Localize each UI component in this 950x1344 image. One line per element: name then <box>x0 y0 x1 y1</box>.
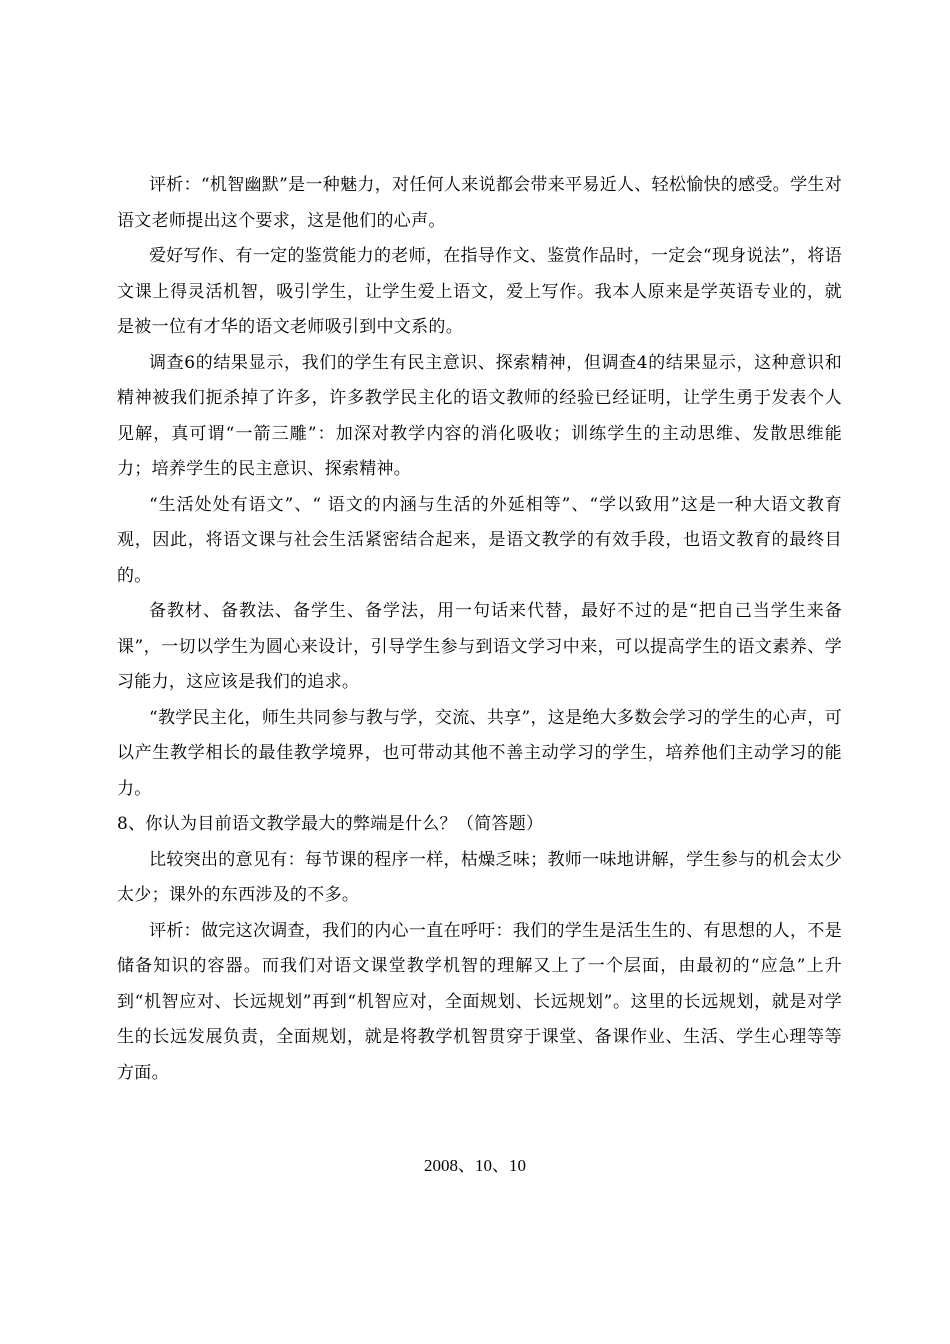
paragraph-final-commentary: 评析：做完这次调查，我们的内心一直在呼吁：我们的学生是活生生的、有思想的人，不是储备知识的容器。而我们对语文课堂教学机智的理解又上了一个层面，由最初的“应急”上升到“机智应对、长远规划”再到“机智应对，全面规划、长远规划”。这里的长远规划，就是对学生的长远发展负责，全面规划，就是将教学机智贯穿于课堂、备课作业、生活、学生心理等等方面。 <box>117 920 842 1083</box>
paragraph-answer-opinions: 比较突出的意见有：每节课的程序一样，枯燥乏味；教师一味地讲解，学生参与的机会太少太少；课外的东西涉及的不多。 <box>117 849 842 905</box>
paragraph-survey-results: 调查6的结果显示，我们的学生有民主意识、探索精神，但调查4的结果显示，这种意识和精神被我们扼杀掉了许多，许多教学民主化的语文教师的经验已经证明，让学生勇于发表个人见解，真可谓“一箭三雕”：加深对教学内容的消化吸收；训练学生的主动思维、发散思维能力；培养学生的民主意识、探索精神。 <box>117 352 842 479</box>
paragraph-life-chinese: “生活处处有语文”、“ 语文的内涵与生活的外延相等”、“学以致用”这是一种大语文教育观，因此，将语文课与社会生活紧密结合起来，是语文教学的有效手段，也语文教育的最终目的。 <box>117 494 842 586</box>
paragraph-teaching-democracy: “教学民主化，师生共同参与教与学，交流、共享”，这是绝大多数会学习的学生的心声，可以产生教学相长的最佳教学境界，也可带动其他不善主动学习的学生，培养他们主动学习的能力。 <box>117 707 842 799</box>
question-heading: 8、你认为目前语文教学最大的弊端是什么？（简答题） <box>117 814 544 834</box>
paragraph-commentary-humor: 评析：“机智幽默”是一种魅力，对任何人来说都会带来平易近人、轻松愉快的感受。学生对语文老师提出这个要求，这是他们的心声。 <box>117 175 842 231</box>
paragraph-writing-teacher: 爱好写作、有一定的鉴赏能力的老师，在指导作文、鉴赏作品时，一定会“现身说法”，将语文课上得灵活机智，吸引学生，让学生爱上语文，爱上写作。我本人原来是学英语专业的，就是被一位有才华的语文老师吸引到中文系的。 <box>117 246 842 337</box>
document-date: 2008、10、10 <box>424 1156 526 1175</box>
paragraph-lesson-prep: 备教材、备教法、备学生、备学法，用一句话来代替，最好不过的是“把自己当学生来备课”，一切以学生为圆心来设计，引导学生参与到语文学习中来，可以提高学生的语文素养、学习能力，这应该是我们的追求。 <box>117 601 842 692</box>
document-body <box>117 168 842 1091</box>
